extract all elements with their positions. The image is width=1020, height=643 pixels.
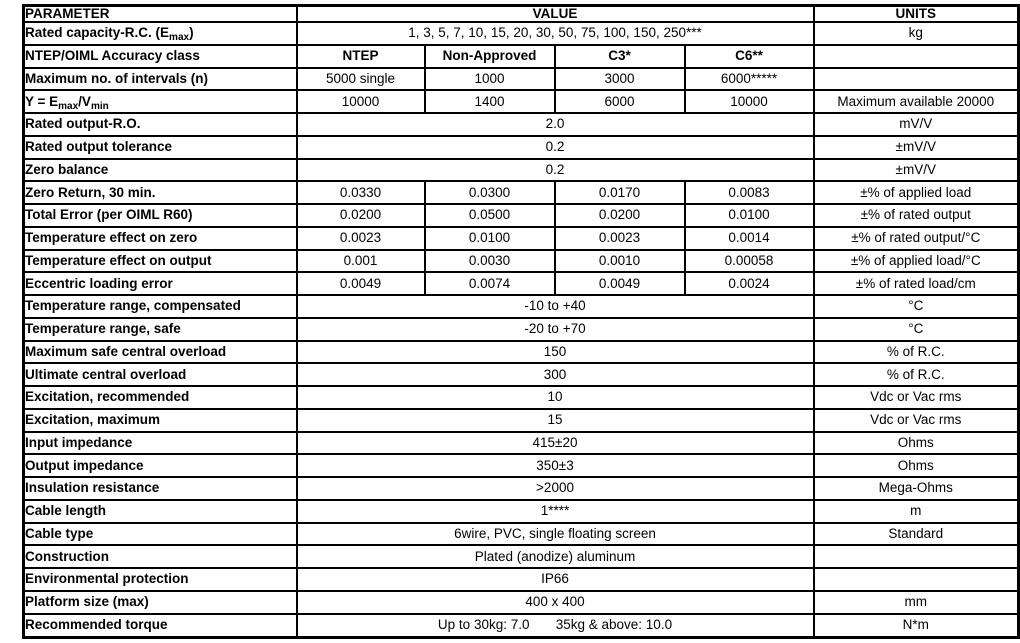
table-row: [24, 568, 1019, 591]
value-cell: 0.2: [297, 136, 814, 159]
param-label: Output impedance: [24, 454, 297, 477]
spec-table: [22, 4, 1020, 639]
value-cell: 0.0100: [425, 227, 555, 250]
table-row: [24, 363, 1019, 386]
table-row: [24, 295, 1019, 318]
table-row: [24, 45, 1019, 68]
units-cell: [814, 68, 1019, 91]
units-cell: Mega-Ohms: [814, 477, 1019, 500]
units-cell: % of R.C.: [814, 363, 1019, 386]
table-row: [24, 22, 1019, 45]
value-cell: 0.0200: [297, 204, 425, 227]
table-row: [24, 591, 1019, 614]
value-cell: 15: [297, 409, 814, 432]
value-cell: 0.0023: [297, 227, 425, 250]
table-row: [24, 181, 1019, 204]
table-row: [24, 90, 1019, 113]
value-cell: 0.0300: [425, 181, 555, 204]
units-cell: [814, 545, 1019, 568]
units-cell: ±% of rated output/°C: [814, 227, 1019, 250]
table-row: [24, 341, 1019, 364]
units-cell: Vdc or Vac rms: [814, 386, 1019, 409]
value-cell: >2000: [297, 477, 814, 500]
param-label: Zero balance: [24, 159, 297, 182]
param-label: Cable length: [24, 500, 297, 523]
table-row: [24, 136, 1019, 159]
value-cell: 6000*****: [685, 68, 814, 91]
param-label: NTEP/OIML Accuracy class: [24, 45, 297, 68]
value-cell: -10 to +40: [297, 295, 814, 318]
table-row: [24, 500, 1019, 523]
spec-sheet: [22, 4, 1020, 639]
units-cell: ±% of applied load: [814, 181, 1019, 204]
units-cell: Ohms: [814, 454, 1019, 477]
param-label: Cable type: [24, 523, 297, 546]
value-cell: 0.2: [297, 159, 814, 182]
table-row: [24, 614, 1019, 638]
param-label: Eccentric loading error: [24, 272, 297, 295]
table-row: [24, 545, 1019, 568]
value-cell: 0.0023: [555, 227, 685, 250]
param-label: Temperature effect on output: [24, 250, 297, 273]
table-row: [24, 204, 1019, 227]
value-cell: 150: [297, 341, 814, 364]
table-row: [24, 250, 1019, 273]
param-label: Construction: [24, 545, 297, 568]
units-cell: Vdc or Vac rms: [814, 409, 1019, 432]
table-row: [24, 227, 1019, 250]
header-row: [24, 6, 1019, 23]
table-row: [24, 454, 1019, 477]
value-cell: 1, 3, 5, 7, 10, 15, 20, 30, 50, 75, 100, 150, 250***: [297, 22, 814, 45]
param-label: Temperature range, safe: [24, 318, 297, 341]
value-cell: 0.0083: [685, 181, 814, 204]
param-label: Environmental protection: [24, 568, 297, 591]
table-row: [24, 272, 1019, 295]
value-cell: 1000: [425, 68, 555, 91]
units-cell: [814, 568, 1019, 591]
param-label: Total Error (per OIML R60): [24, 204, 297, 227]
value-cell: 1400: [425, 90, 555, 113]
value-cell: 10: [297, 386, 814, 409]
value-cell: 10000: [297, 90, 425, 113]
value-cell: 0.00058: [685, 250, 814, 273]
value-cell: 10000: [685, 90, 814, 113]
value-cell: 400 x 400: [297, 591, 814, 614]
units-cell: ±mV/V: [814, 136, 1019, 159]
param-label: Rated capacity-R.C. $(E_{max})$: [24, 22, 297, 45]
units-cell: % of R.C.: [814, 341, 1019, 364]
units-cell: mm: [814, 591, 1019, 614]
value-cell: 3000: [555, 68, 685, 91]
units-cell: °C: [814, 295, 1019, 318]
units-cell: Maximum available 20000: [814, 90, 1019, 113]
units-cell: °C: [814, 318, 1019, 341]
param-label: Excitation, maximum: [24, 409, 297, 432]
value-cell: 0.0049: [297, 272, 425, 295]
value-cell: 5000 single: [297, 68, 425, 91]
units-cell: mV/V: [814, 113, 1019, 136]
param-label: Temperature effect on zero: [24, 227, 297, 250]
param-label: Platform size (max): [24, 591, 297, 614]
value-cell: C3*: [555, 45, 685, 68]
units-cell: [814, 45, 1019, 68]
table-row: [24, 409, 1019, 432]
param-label: Excitation, recommended: [24, 386, 297, 409]
value-cell: Up to 30kg: 7.0 35kg & above: 10.0: [297, 614, 814, 638]
table-row: [24, 432, 1019, 455]
param-label: Rated output tolerance: [24, 136, 297, 159]
param-label: Rated output-R.O.: [24, 113, 297, 136]
value-cell: 0.0010: [555, 250, 685, 273]
units-cell: Ohms: [814, 432, 1019, 455]
header-parameter: PARAMETER: [24, 6, 297, 23]
header-units: UNITS: [814, 6, 1019, 23]
table-row: [24, 113, 1019, 136]
value-cell: 0.0049: [555, 272, 685, 295]
table-row: [24, 68, 1019, 91]
value-cell: Non-Approved: [425, 45, 555, 68]
table-row: [24, 523, 1019, 546]
value-cell: -20 to +70: [297, 318, 814, 341]
value-cell: 0.0100: [685, 204, 814, 227]
table-row: [24, 159, 1019, 182]
value-cell: Plated (anodize) aluminum: [297, 545, 814, 568]
param-label: Maximum no. of intervals (n): [24, 68, 297, 91]
table-row: [24, 386, 1019, 409]
units-cell: m: [814, 500, 1019, 523]
table-row: [24, 318, 1019, 341]
value-cell: 6wire, PVC, single floating screen: [297, 523, 814, 546]
param-label: Insulation resistance: [24, 477, 297, 500]
param-label: Zero Return, 30 min.: [24, 181, 297, 204]
param-label: Input impedance: [24, 432, 297, 455]
value-cell: 6000: [555, 90, 685, 113]
value-cell: NTEP: [297, 45, 425, 68]
units-cell: N*m: [814, 614, 1019, 638]
value-cell: 350±3: [297, 454, 814, 477]
spec-table-body: [24, 22, 1019, 637]
value-cell: 0.0170: [555, 181, 685, 204]
value-cell: 0.0200: [555, 204, 685, 227]
value-cell: 2.0: [297, 113, 814, 136]
value-cell: 1****: [297, 500, 814, 523]
value-cell: 0.0014: [685, 227, 814, 250]
param-label: Recommended torque: [24, 614, 297, 638]
param-label: Ultimate central overload: [24, 363, 297, 386]
units-cell: ±mV/V: [814, 159, 1019, 182]
value-cell: C6**: [685, 45, 814, 68]
units-cell: kg: [814, 22, 1019, 45]
value-cell: 0.001: [297, 250, 425, 273]
value-cell: 0.0074: [425, 272, 555, 295]
value-cell: 415±20: [297, 432, 814, 455]
value-cell: 0.0500: [425, 204, 555, 227]
table-row: [24, 477, 1019, 500]
units-cell: ±% of rated load/cm: [814, 272, 1019, 295]
units-cell: ±% of applied load/°C: [814, 250, 1019, 273]
param-label: $Y = E_{max}/V_{min}$: [24, 90, 297, 113]
units-cell: Standard: [814, 523, 1019, 546]
value-cell: IP66: [297, 568, 814, 591]
units-cell: ±% of rated output: [814, 204, 1019, 227]
value-cell: 0.0330: [297, 181, 425, 204]
param-label: Temperature range, compensated: [24, 295, 297, 318]
value-cell: 0.0030: [425, 250, 555, 273]
value-cell: 300: [297, 363, 814, 386]
value-cell: 0.0024: [685, 272, 814, 295]
header-value: VALUE: [297, 6, 814, 23]
param-label: Maximum safe central overload: [24, 341, 297, 364]
